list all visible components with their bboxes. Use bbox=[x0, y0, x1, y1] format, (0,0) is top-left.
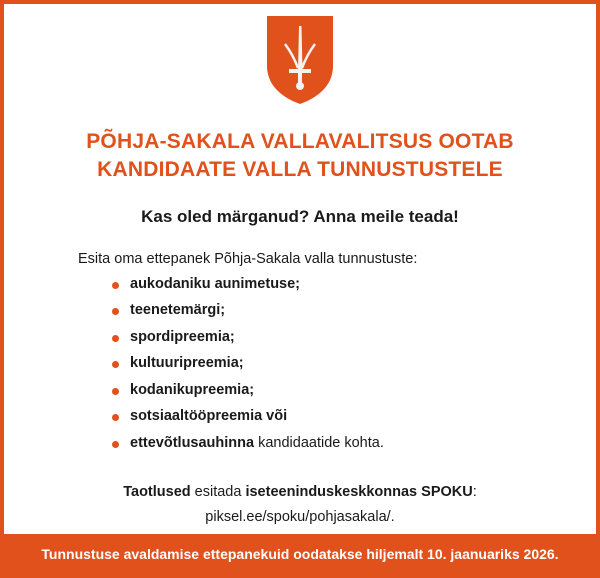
title-line-1: PÕHJA-SAKALA VALLAVALITSUS OOTAB bbox=[86, 130, 514, 153]
apply-instructions bbox=[40, 480, 560, 529]
deadline-banner: Tunnustuse avaldamise ettepanekuid oodatakse hiljemalt 10. jaanuariks 2026. bbox=[4, 534, 596, 574]
awards-list bbox=[70, 277, 530, 463]
apply-url[interactable]: piksel.ee/spoku/pohjasakala/. bbox=[205, 508, 395, 525]
list-item-label: aukodaniku aunimetuse; bbox=[130, 275, 301, 292]
apply-mid-text: esitada bbox=[190, 484, 246, 501]
list-item-label: teenetemärgi; bbox=[130, 302, 226, 319]
list-item bbox=[112, 330, 530, 345]
apply-colon: : bbox=[472, 484, 477, 501]
list-item bbox=[112, 436, 530, 451]
list-item-label: sotsiaaltööpreemia või bbox=[130, 408, 288, 425]
list-item-label: kultuuripreemia; bbox=[130, 355, 244, 372]
list-item bbox=[112, 383, 530, 398]
coat-of-arms-icon bbox=[265, 14, 335, 106]
list-item-label: kodanikupreemia; bbox=[130, 381, 255, 398]
apply-line-1 bbox=[40, 480, 560, 505]
apply-keyword-taotlused: Taotlused bbox=[123, 484, 191, 501]
list-item bbox=[112, 303, 530, 318]
list-item-label: spordipreemia; bbox=[130, 328, 235, 345]
list-item bbox=[112, 356, 530, 371]
apply-keyword-spoku: iseteeninduskeskkonnas SPOKU bbox=[245, 484, 473, 501]
page-title bbox=[40, 128, 560, 185]
subtitle: Kas oled märganud? Anna meile teada! bbox=[141, 206, 459, 226]
list-item-label: ettevõtlusauhinna bbox=[130, 434, 255, 451]
list-item bbox=[112, 409, 530, 424]
list-item-suffix: kandidaatide kohta. bbox=[254, 434, 384, 451]
list-item bbox=[112, 277, 530, 292]
title-line-2: KANDIDAATE VALLA TUNNUSTUSTELE bbox=[97, 158, 503, 182]
intro-text: Esita oma ettepanek Põhja-Sakala valla tunnustuste: bbox=[78, 250, 418, 267]
